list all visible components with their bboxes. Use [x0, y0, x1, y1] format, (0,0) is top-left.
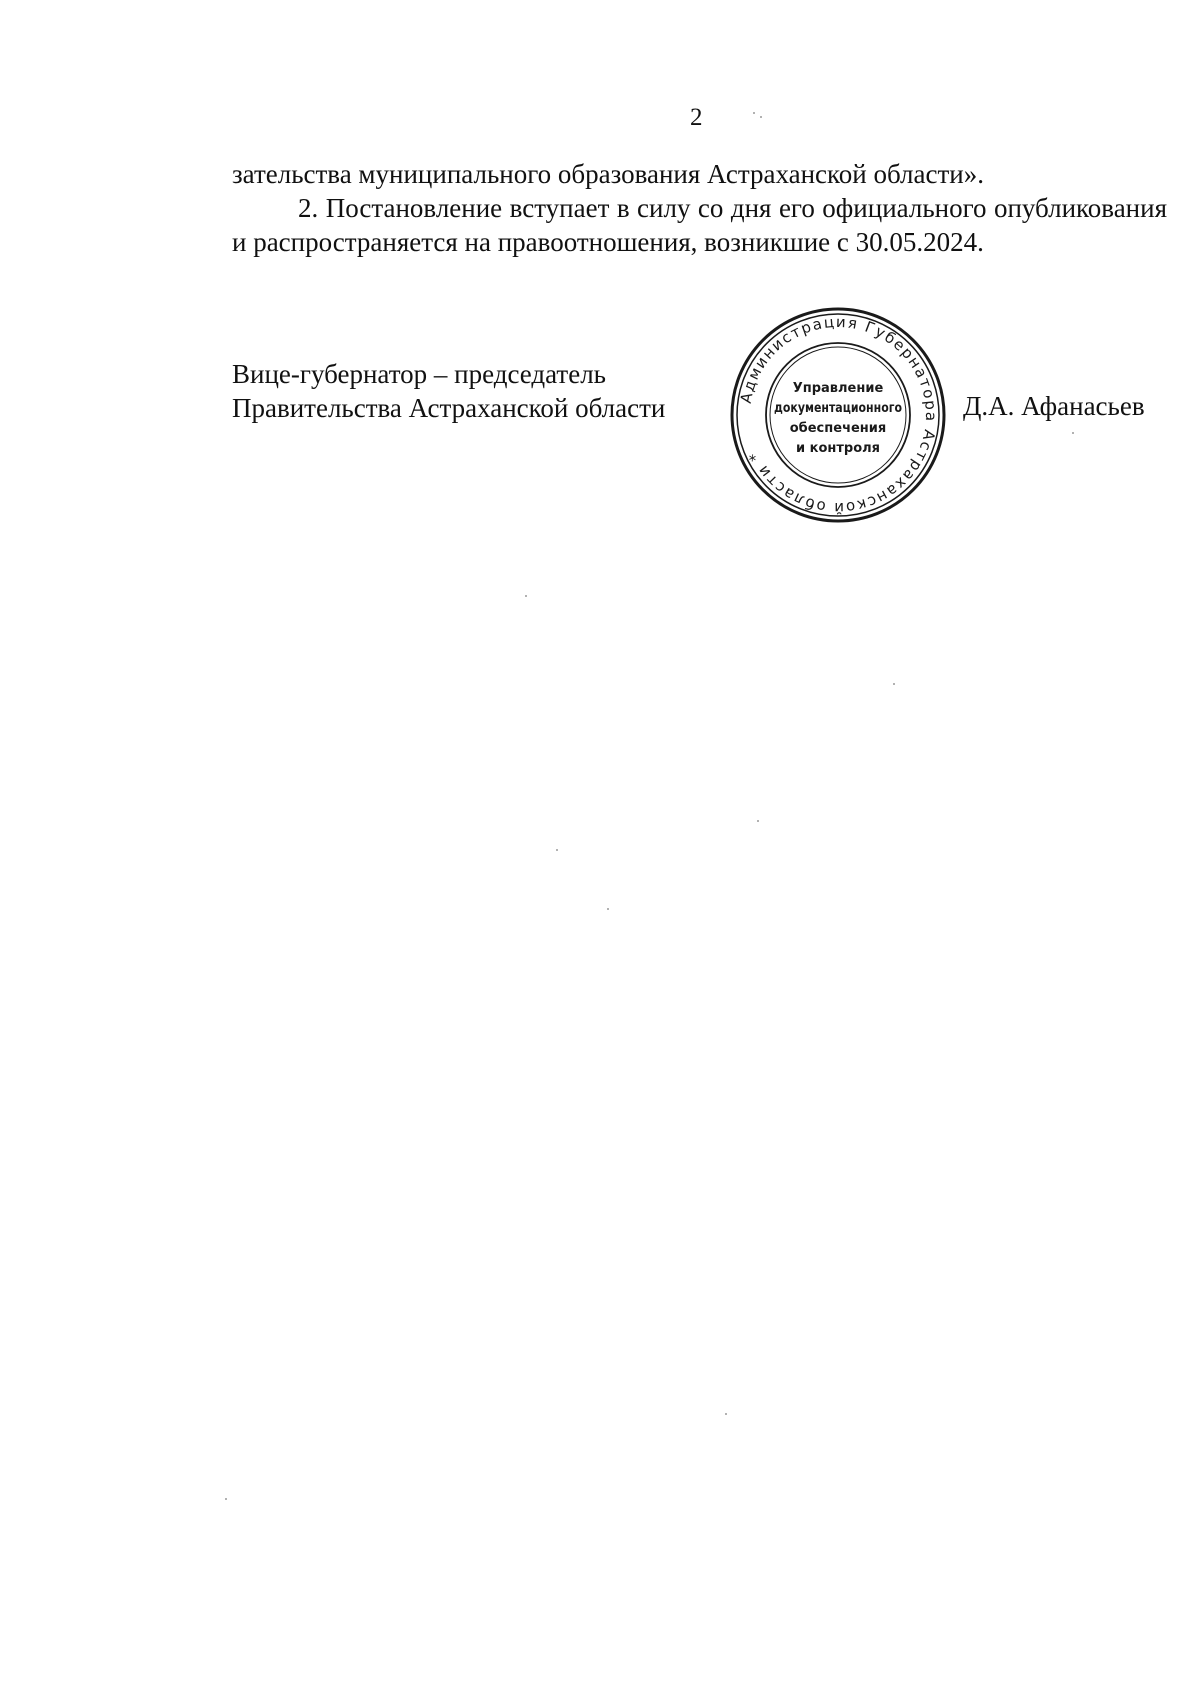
- scan-speck: [1072, 432, 1074, 434]
- page-number: 2: [690, 104, 703, 131]
- signer-title-line-2: Правительства Астраханской области: [232, 393, 666, 423]
- signer-title: [232, 357, 665, 425]
- scan-speck: [893, 683, 895, 685]
- scan-speck: [725, 1413, 727, 1415]
- seal-inner-line-3: обеспечения: [789, 421, 887, 436]
- seal-outer-text: Администрация Губернатора Астраханской области *: [736, 312, 941, 518]
- scan-speck: [225, 1498, 227, 1500]
- paragraph-continuation: зательства муниципального образования Астраханской области».: [232, 159, 984, 189]
- scan-speck: [556, 849, 558, 851]
- seal-inner-line-4: и контроля: [795, 441, 881, 456]
- seal-inner-line-2: документационного: [774, 401, 903, 416]
- seal-inner-line-1: Управление: [792, 381, 884, 396]
- seal-graphic: [728, 305, 948, 525]
- signer-title-line-1: Вице-губернатор – председатель: [232, 359, 606, 389]
- official-seal-stamp: [728, 305, 948, 525]
- scan-speck: [757, 820, 759, 822]
- signer-name: Д.А. Афанасьев: [963, 391, 1145, 421]
- document-body: [232, 157, 1167, 259]
- scan-speck: [760, 116, 762, 118]
- paragraph-2: 2. Постановление вступает в силу со дня его официального опубликования и распространяется на правоотношения, возникшие с 30.05.2024.: [232, 193, 1167, 257]
- scan-speck: [525, 595, 527, 597]
- scan-speck: [753, 112, 755, 114]
- scan-speck: [607, 908, 609, 910]
